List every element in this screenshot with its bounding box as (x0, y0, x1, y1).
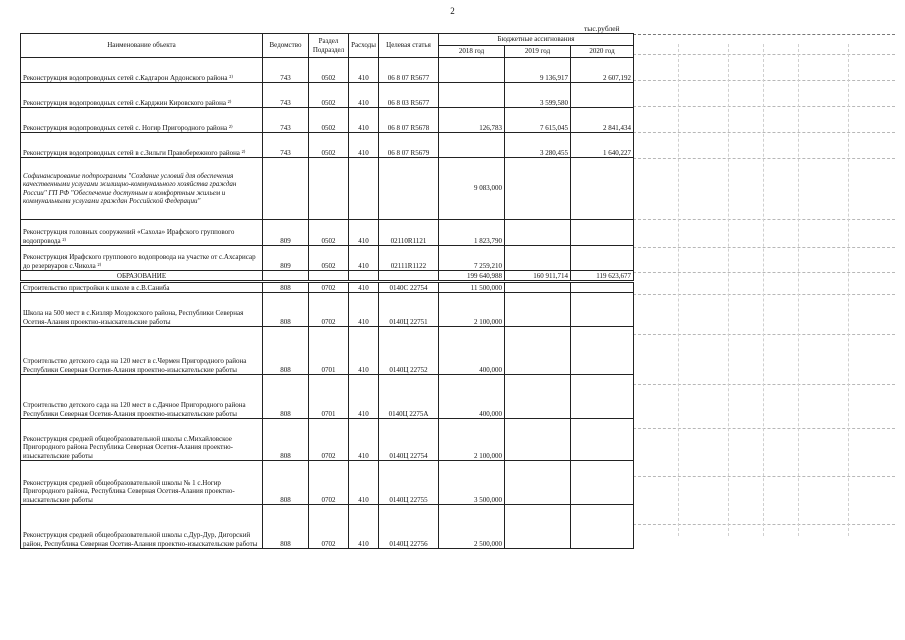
table-row (21, 246, 634, 271)
row-article: 0140Ц 2275А (379, 375, 439, 419)
row-section: 0702 (309, 419, 349, 461)
row-dept: 808 (263, 327, 309, 375)
row-dept (263, 271, 309, 282)
row-article: 06 8 07 R5678 (379, 108, 439, 133)
row-expenses: 410 (349, 505, 379, 549)
row-dept (263, 158, 309, 220)
row-article: 0140Ц 22755 (379, 461, 439, 505)
row-2018: 400,000 (439, 375, 505, 419)
row-section: 0502 (309, 246, 349, 271)
row-name: Строительство детского сада на 120 мест в с.Дачное Пригородного района Республики Северная Осетия-Алания проектно-изыскательские работы (21, 375, 263, 419)
row-2018: 2 500,000 (439, 505, 505, 549)
row-expenses: 410 (349, 83, 379, 108)
row-2018: 126,783 (439, 108, 505, 133)
col-header-budget: Бюджетные ассигнования (439, 34, 634, 46)
row-section: 0502 (309, 133, 349, 158)
row-2019: 160 911,714 (505, 271, 571, 282)
table-row (21, 83, 634, 108)
table-row (21, 108, 634, 133)
row-section: 0502 (309, 108, 349, 133)
row-2020 (571, 293, 634, 327)
table-row (21, 375, 634, 419)
row-article: 06 8 07 R5679 (379, 133, 439, 158)
row-expenses: 410 (349, 419, 379, 461)
row-dept: 808 (263, 282, 309, 293)
row-section: 0702 (309, 293, 349, 327)
row-section: 0701 (309, 375, 349, 419)
row-article: 02110R1121 (379, 220, 439, 246)
row-section: 0701 (309, 327, 349, 375)
row-2018: 1 823,790 (439, 220, 505, 246)
row-section: 0502 (309, 220, 349, 246)
row-expenses: 410 (349, 293, 379, 327)
row-article: 0140Ц 22756 (379, 505, 439, 549)
col-header-section: Раздел Подраздел (309, 34, 349, 58)
table-row-subprogram (21, 158, 634, 220)
row-dept: 809 (263, 246, 309, 271)
row-2020 (571, 327, 634, 375)
row-section: 0702 (309, 282, 349, 293)
row-name: Реконструкция головных сооружений «Сахола» Ирафского группового водопровода ²⁾ (21, 220, 263, 246)
table-row (21, 327, 634, 375)
row-article: 0140Ц 22754 (379, 419, 439, 461)
row-expenses: 410 (349, 461, 379, 505)
row-dept: 808 (263, 419, 309, 461)
row-article: 06 8 07 R5677 (379, 58, 439, 83)
row-2019: 3 280,455 (505, 133, 571, 158)
row-article (379, 271, 439, 282)
row-2020 (571, 505, 634, 549)
row-article: 02111R1122 (379, 246, 439, 271)
row-dept: 808 (263, 375, 309, 419)
row-name: Реконструкция Ирафского группового водопровода на участке от с.Ахсарисар до резервуаров с.Чикола ²⁾ (21, 246, 263, 271)
col-header-2020: 2020 год (571, 46, 634, 58)
row-2018: 2 100,000 (439, 419, 505, 461)
row-dept: 808 (263, 293, 309, 327)
row-dept: 743 (263, 133, 309, 158)
row-expenses: 410 (349, 327, 379, 375)
row-name: Реконструкция средней общеобразовательной школы № 1 с.Ногир Пригородного района, Республика Северная Осетия-Алания проектно-изыскательские работы (21, 461, 263, 505)
col-header-dept: Ведомство (263, 34, 309, 58)
col-header-2018: 2018 год (439, 46, 505, 58)
row-section: 0702 (309, 505, 349, 549)
row-expenses: 410 (349, 108, 379, 133)
row-2018: 7 259,210 (439, 246, 505, 271)
row-2020: 119 623,677 (571, 271, 634, 282)
row-section: 0702 (309, 461, 349, 505)
row-expenses (349, 158, 379, 220)
row-dept: 743 (263, 58, 309, 83)
row-2019 (505, 375, 571, 419)
units-label: тыс.рублей (584, 24, 620, 33)
row-2020: 2 841,434 (571, 108, 634, 133)
budget-table (20, 33, 634, 549)
row-expenses: 410 (349, 375, 379, 419)
row-name: Строительство пристройки к школе в с.В.Саниба (21, 282, 263, 293)
table-row (21, 58, 634, 83)
row-2018: 11 500,000 (439, 282, 505, 293)
section-title: ОБРАЗОВАНИЕ (21, 271, 263, 282)
table-row (21, 461, 634, 505)
row-article (379, 158, 439, 220)
row-expenses: 410 (349, 58, 379, 83)
row-2020: 1 640,227 (571, 133, 634, 158)
row-section: 0502 (309, 83, 349, 108)
row-section (309, 271, 349, 282)
table-row (21, 220, 634, 246)
row-article: 0140С 22754 (379, 282, 439, 293)
header-row (21, 34, 634, 46)
row-2018 (439, 133, 505, 158)
row-2019 (505, 293, 571, 327)
row-2020 (571, 220, 634, 246)
row-expenses: 410 (349, 246, 379, 271)
row-2019 (505, 461, 571, 505)
row-2019 (505, 505, 571, 549)
col-header-expenses: Расходы (349, 34, 379, 58)
page-number: 2 (450, 6, 455, 16)
row-2020 (571, 375, 634, 419)
row-expenses (349, 271, 379, 282)
row-section: 0502 (309, 58, 349, 83)
col-header-2019: 2019 год (505, 46, 571, 58)
row-2018: 3 500,000 (439, 461, 505, 505)
table-row (21, 282, 634, 293)
table-row (21, 293, 634, 327)
row-2018: 9 083,000 (439, 158, 505, 220)
row-2020: 2 607,192 (571, 58, 634, 83)
row-expenses: 410 (349, 133, 379, 158)
row-2020 (571, 282, 634, 293)
row-2018: 400,000 (439, 327, 505, 375)
table-row (21, 133, 634, 158)
row-expenses: 410 (349, 282, 379, 293)
row-2020 (571, 83, 634, 108)
row-2019: 7 615,045 (505, 108, 571, 133)
faint-grid-overflow (633, 44, 895, 536)
col-header-name: Наименование объекта (21, 34, 263, 58)
row-2020 (571, 419, 634, 461)
row-2020 (571, 461, 634, 505)
units-rule (633, 34, 895, 35)
row-2019 (505, 282, 571, 293)
row-2019 (505, 158, 571, 220)
row-name: Строительство детского сада на 120 мест в с.Чермен Пригородного района Республики Северная Осетия-Алания проектно-изыскательские работы (21, 327, 263, 375)
row-name: Реконструкция водопроводных сетей с.Кадгарон Ардонского района ²⁾ (21, 58, 263, 83)
row-2019 (505, 327, 571, 375)
row-name: Реконструкция водопроводных сетей с. Ногир Пригородного района ²⁾ (21, 108, 263, 133)
row-2019 (505, 220, 571, 246)
table-row (21, 505, 634, 549)
row-2019: 3 599,580 (505, 83, 571, 108)
row-article: 0140Ц 22752 (379, 327, 439, 375)
row-expenses: 410 (349, 220, 379, 246)
row-2020 (571, 158, 634, 220)
row-name: Реконструкция средней общеобразовательной школы с.Михайловское Пригородного района Республика Северная Осетия-Алания проектно-изыскательские работы (21, 419, 263, 461)
row-name: Реконструкция водопроводных сетей в с.Зильги Правобережного района ²⁾ (21, 133, 263, 158)
row-2019 (505, 246, 571, 271)
row-2018 (439, 58, 505, 83)
row-dept: 743 (263, 83, 309, 108)
row-section (309, 158, 349, 220)
row-name: Реконструкция водопроводных сетей с.Карджин Кировского района ²⁾ (21, 83, 263, 108)
row-dept: 808 (263, 461, 309, 505)
section-total-row (21, 271, 634, 282)
row-dept: 743 (263, 108, 309, 133)
row-2018: 2 100,000 (439, 293, 505, 327)
row-name: Реконструкция средней общеобразовательной школы с.Дур-Дур, Дигорский район, Республика Северная Осетия-Алания проектно-изыскательские работы (21, 505, 263, 549)
row-dept: 809 (263, 220, 309, 246)
row-2020 (571, 246, 634, 271)
row-2018 (439, 83, 505, 108)
col-header-article: Целевая статья (379, 34, 439, 58)
row-2018: 199 640,988 (439, 271, 505, 282)
row-article: 0140Ц 22751 (379, 293, 439, 327)
table-row (21, 419, 634, 461)
row-article: 06 8 03 R5677 (379, 83, 439, 108)
row-dept: 808 (263, 505, 309, 549)
row-2019: 9 136,917 (505, 58, 571, 83)
row-name: Софинансирование подпрограммы "Создание условий для обеспечения качественными услугами жилищно-коммунального хозяйства граждан России" ГП РФ "Обеспечение доступным и комфортным жильем и коммунальными услугами граждан Российской Федерации" (21, 158, 263, 220)
row-name: Школа на 500 мест в с.Кизляр Моздокского района, Республики Северная Осетия-Алания проектно-изыскательские работы (21, 293, 263, 327)
row-2019 (505, 419, 571, 461)
